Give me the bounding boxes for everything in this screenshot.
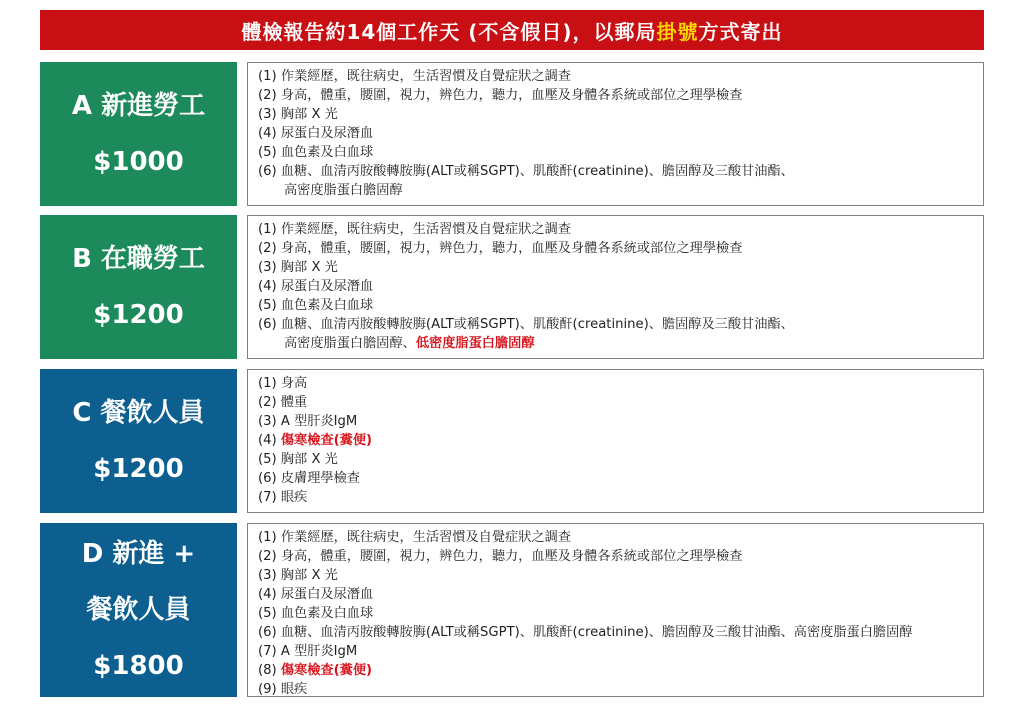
banner-highlight: 掛號 — [656, 19, 699, 44]
package-d-name-line1: D 新進 + — [81, 539, 196, 569]
list-item: (5) 血色素及白血球 — [258, 145, 374, 160]
package-a-name: A 新進勞工 — [71, 91, 206, 121]
package-a-items — [247, 62, 984, 206]
banner-text: 體檢報告約14個工作天 (不含假日)，以郵局 — [241, 19, 657, 44]
package-c-name: C 餐飲人員 — [72, 398, 205, 428]
list-item — [258, 661, 973, 680]
list-item: (5) 血色素及白血球 — [258, 298, 374, 313]
package-d-name-line2: 餐飲人員 — [86, 595, 191, 625]
list-item: (2) 身高，體重，腰圍，視力，辨色力，聽力，血壓及身體各系統或部位之理學檢查 — [258, 549, 743, 564]
list-item: (4) 尿蛋白及尿潛血 — [258, 279, 374, 294]
list-item: (6) 皮膚理學檢查 — [258, 471, 360, 486]
list-item: (6) 血糖、血清丙胺酸轉胺脢(ALT或稱SGPT)、肌酸酐(creatinine)、膽固醇及三酸甘油酯、高密度脂蛋白膽固醇 — [258, 625, 913, 640]
banner-text-end: 方式寄出 — [698, 19, 783, 44]
package-a-label — [40, 62, 237, 206]
list-item: (2) 身高，體重，腰圍，視力，辨色力，聽力，血壓及身體各系統或部位之理學檢查 — [258, 241, 743, 256]
typhoid-test-highlight: 傷寒檢查(糞便) — [280, 663, 373, 678]
list-item: (3) 胸部 X 光 — [258, 260, 338, 275]
list-item: (2) 身高，體重，腰圍，視力，辨色力，聽力，血壓及身體各系統或部位之理學檢查 — [258, 88, 743, 103]
list-item: (4) 尿蛋白及尿潛血 — [258, 126, 374, 141]
package-d-items — [247, 523, 984, 697]
package-c-label — [40, 369, 237, 513]
package-b-price: $1200 — [93, 300, 184, 330]
list-item: (5) 胸部 X 光 — [258, 452, 338, 467]
list-item: (7) 眼疾 — [258, 490, 308, 505]
ldl-highlight: 低密度脂蛋白膽固醇 — [415, 336, 535, 351]
list-item: (3) A 型肝炎IgM — [258, 414, 358, 429]
list-item — [258, 431, 973, 450]
package-c-price: $1200 — [93, 454, 184, 484]
package-d-price: $1800 — [93, 651, 184, 681]
package-c-items — [247, 369, 984, 513]
list-item: (5) 血色素及白血球 — [258, 606, 374, 621]
list-item-continuation — [258, 334, 973, 353]
list-item: (3) 胸部 X 光 — [258, 107, 338, 122]
report-notice-banner — [40, 10, 984, 50]
list-item-continuation: 高密度脂蛋白膽固醇 — [284, 183, 403, 198]
list-item-number: (4) — [258, 433, 281, 448]
list-item-number: (8) — [258, 663, 281, 678]
list-item: (2) 體重 — [258, 395, 308, 410]
list-item: (6) 血糖、血清丙胺酸轉胺脢(ALT或稱SGPT)、肌酸酐(creatinine)、膽固醇及三酸甘油酯、 — [258, 164, 794, 179]
package-b-items — [247, 215, 984, 359]
list-item: (9) 眼疾 — [258, 682, 308, 697]
list-item: (3) 胸部 X 光 — [258, 568, 338, 583]
list-item: (1) 作業經歷，既往病史，生活習慣及自覺症狀之調查 — [258, 530, 571, 545]
list-item-text: 高密度脂蛋白膽固醇、 — [284, 336, 416, 351]
list-item: (4) 尿蛋白及尿潛血 — [258, 587, 374, 602]
package-b-label — [40, 215, 237, 359]
package-b-name: B 在職勞工 — [72, 244, 205, 274]
list-item: (6) 血糖、血清丙胺酸轉胺脢(ALT或稱SGPT)、肌酸酐(creatinine)、膽固醇及三酸甘油酯、 — [258, 317, 794, 332]
list-item: (1) 作業經歷，既往病史，生活習慣及自覺症狀之調查 — [258, 222, 571, 237]
list-item: (1) 作業經歷，既往病史，生活習慣及自覺症狀之調查 — [258, 69, 571, 84]
package-a-price: $1000 — [93, 147, 184, 177]
list-item: (7) A 型肝炎IgM — [258, 644, 358, 659]
list-item: (1) 身高 — [258, 376, 308, 391]
package-d-label — [40, 523, 237, 697]
typhoid-test-highlight: 傷寒檢查(糞便) — [280, 433, 373, 448]
